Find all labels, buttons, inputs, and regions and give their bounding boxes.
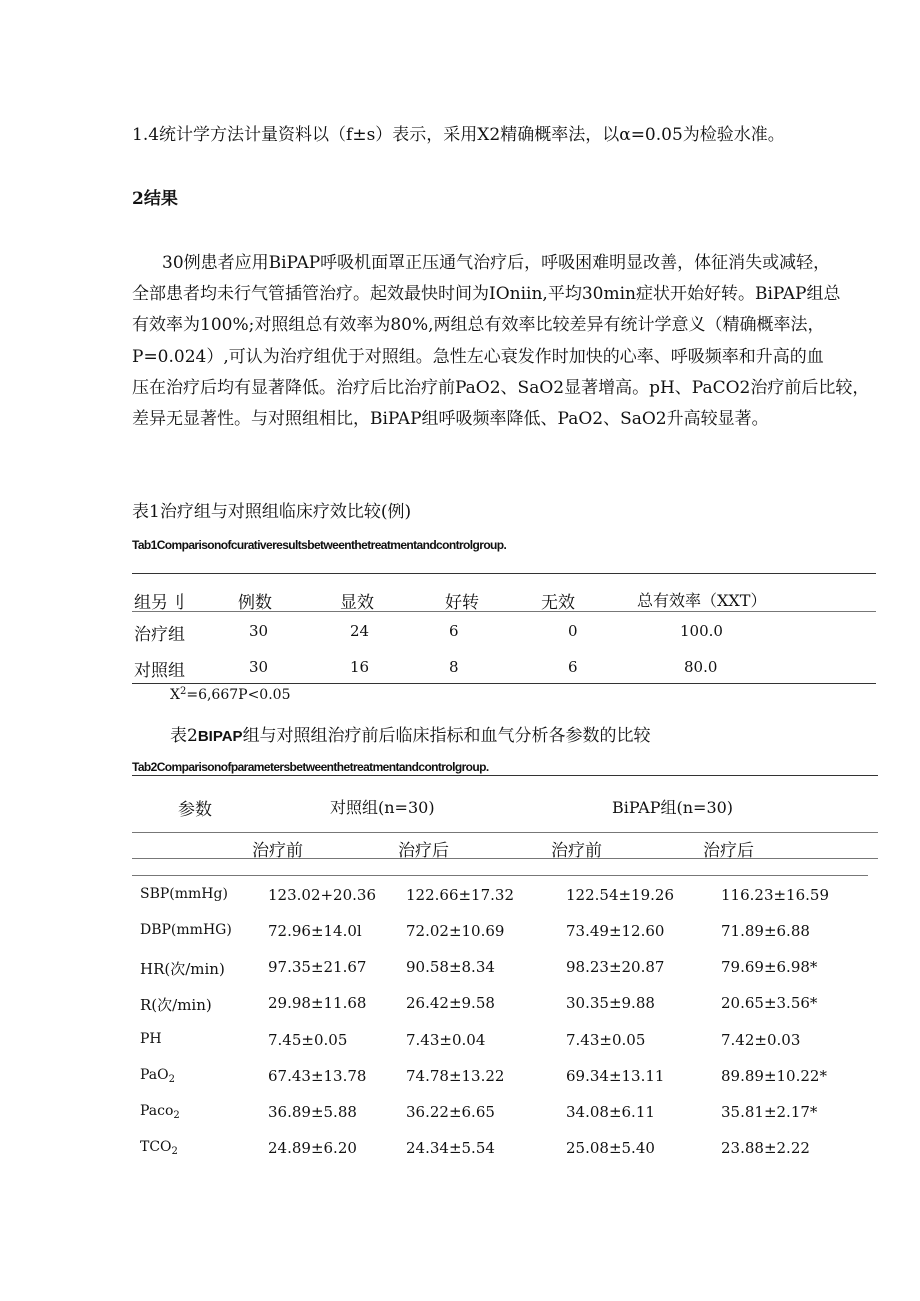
results-line: 全部患者均未行气管插管治疗。起效最快时间为IOniin,平均30min症状开始好转。BiPAP组总	[132, 284, 841, 305]
table2-cell: 30.35±9.88	[566, 994, 655, 1012]
table2-cell: 7.43±0.04	[406, 1031, 486, 1049]
table2-header-bipap: BiPAP组(n=30)	[612, 798, 734, 817]
results-line: 30例患者应用BiPAP呼吸机面罩正压通气治疗后，呼吸困难明显改善，体征消失或减轻，	[162, 253, 831, 273]
table2-cell: 122.54±19.26	[566, 886, 674, 904]
table2-cell: 73.49±12.60	[566, 922, 665, 940]
table1-cell: 100.0	[680, 622, 723, 640]
table2-body-rule	[132, 875, 868, 876]
table2-cell: 36.22±6.65	[406, 1103, 495, 1121]
table2-subheader: 治疗前	[252, 841, 303, 861]
table2-cell: 34.08±6.11	[566, 1103, 655, 1121]
table1-cell: 30	[249, 622, 269, 640]
table1-header-marked: 显效	[340, 593, 374, 613]
table2-cell: 90.58±8.34	[406, 958, 495, 976]
table2-header-control: 对照组(n=30)	[330, 798, 435, 817]
table1-row-label: 对照组	[134, 661, 185, 681]
table2-cell: 25.08±5.40	[566, 1139, 655, 1157]
results-line: 差异无显著性。与对照组相比，BiPAP组呼吸频率降低、PaO2、SaO2升高较显著。	[132, 409, 769, 430]
table2-cell: 23.88±2.22	[721, 1139, 810, 1157]
statistical-methods-paragraph: 1.4统计学方法计量资料以（f±s）表示，采用X2精确概率法，以α=0.05为检验水准。	[132, 125, 785, 145]
table2-cell: 7.43±0.05	[566, 1031, 646, 1049]
table2-cell: 74.78±13.22	[406, 1067, 505, 1085]
results-paragraph	[132, 248, 892, 435]
table2-row-label: HR(次/min)	[140, 960, 225, 978]
table1-cell: 30	[249, 658, 269, 676]
table2-caption-en: Tab2Comparisonofparametersbetweenthetreatmentandcontrolgroup.	[132, 760, 489, 774]
table2-cell: 24.89±6.20	[268, 1139, 357, 1157]
table1-header-group: 组另刂	[134, 593, 185, 613]
table1-cell: 16	[350, 658, 370, 676]
table1-header-total-rate: 总有效率（XXT）	[637, 591, 767, 610]
table2-cell: 72.96±14.0l	[268, 922, 362, 940]
table2-cell: 26.42±9.58	[406, 994, 495, 1012]
table1-cell: 24	[350, 622, 370, 640]
table2-cell: 20.65±3.56*	[721, 994, 818, 1012]
table2-header-param: 参数	[178, 800, 212, 820]
table2-row-label: SBP(mmHg)	[140, 886, 228, 902]
table1-caption-cn: 表1治疗组与对照组临床疗效比较(例)	[132, 502, 412, 522]
table2-mid-rule	[132, 832, 878, 833]
table1-bottom-rule	[132, 683, 876, 684]
results-line: P=0.024）,可认为治疗组优于对照组。急性左心衰发作时加快的心率、呼吸频率和升高的血	[132, 346, 824, 367]
table2-cell: 71.89±6.88	[721, 922, 810, 940]
table2-cell: 24.34±5.54	[406, 1139, 495, 1157]
results-heading: 2结果	[132, 189, 178, 209]
table1-caption-en: Tab1Comparisonofcurativeresultsbetweenthetreatmentandcontrolgroup.	[132, 538, 507, 552]
table2-cell: 7.42±0.03	[721, 1031, 801, 1049]
table2-subheader: 治疗后	[398, 841, 449, 861]
results-line: 压在治疗后均有显著降低。治疗后比治疗前PaO2、SaO2显著增高。pH、PaCO2治疗前后比较，	[132, 377, 870, 398]
table2-cell: 35.81±2.17*	[721, 1103, 818, 1121]
table1-cell: 8	[449, 658, 459, 676]
table2-cell: 97.35±21.67	[268, 958, 367, 976]
table2-top-rule	[132, 775, 878, 776]
table2-cell: 7.45±0.05	[268, 1031, 348, 1049]
table2-cell: 123.02+20.36	[268, 886, 376, 904]
table2-row-label: PaO$_2$	[140, 1067, 175, 1085]
table2-row-label: $TCO_2$	[140, 1139, 178, 1157]
table2-subheader-rule	[132, 858, 878, 859]
table2-cell: 79.69±6.98*	[721, 958, 818, 976]
table2-row-label: Paco$_2$	[140, 1103, 180, 1121]
table1-top-rule	[132, 573, 876, 574]
table2-cell: 72.02±10.69	[406, 922, 505, 940]
results-line: 有效率为100%;对照组总有效率为80%,两组总有效率比较差异有统计学意义（精确概率法，	[132, 315, 825, 336]
table2-cell: 69.34±13.11	[566, 1067, 665, 1085]
table2-cell: 29.98±11.68	[268, 994, 367, 1012]
table2-subheader: 治疗后	[703, 841, 754, 861]
table1-chi-square-note: $X^2=6,667P<0.05$	[170, 686, 291, 703]
table1-cell: 0	[568, 622, 578, 640]
table1-row-label: 治疗组	[134, 625, 185, 645]
table2-cell: 67.43±13.78	[268, 1067, 367, 1085]
table2-row-label: DBP(mmHG)	[140, 922, 232, 938]
table2-row-label: PH	[140, 1031, 162, 1047]
table1-header-ineffective: 无效	[541, 593, 575, 613]
table1-cell: 6	[449, 622, 459, 640]
table1-cell: 6	[568, 658, 578, 676]
table1-cell: 80.0	[684, 658, 718, 676]
table2-cell: 116.23±16.59	[721, 886, 829, 904]
table2-subheader: 治疗前	[551, 841, 602, 861]
table2-caption-cn: 表2BIPAP组与对照组治疗前后临床指标和血气分析各参数的比较	[170, 726, 651, 746]
table2-cell: 36.89±5.88	[268, 1103, 357, 1121]
table1-header-rule	[132, 611, 876, 612]
table2-cell: 89.89±10.22*	[721, 1067, 827, 1085]
table2-cell: 122.66±17.32	[406, 886, 514, 904]
table1-header-improved: 好转	[445, 593, 479, 613]
table2-row-label: R(次/min)	[140, 996, 212, 1014]
table1-header-count: 例数	[238, 593, 272, 613]
table2-cell: 98.23±20.87	[566, 958, 665, 976]
